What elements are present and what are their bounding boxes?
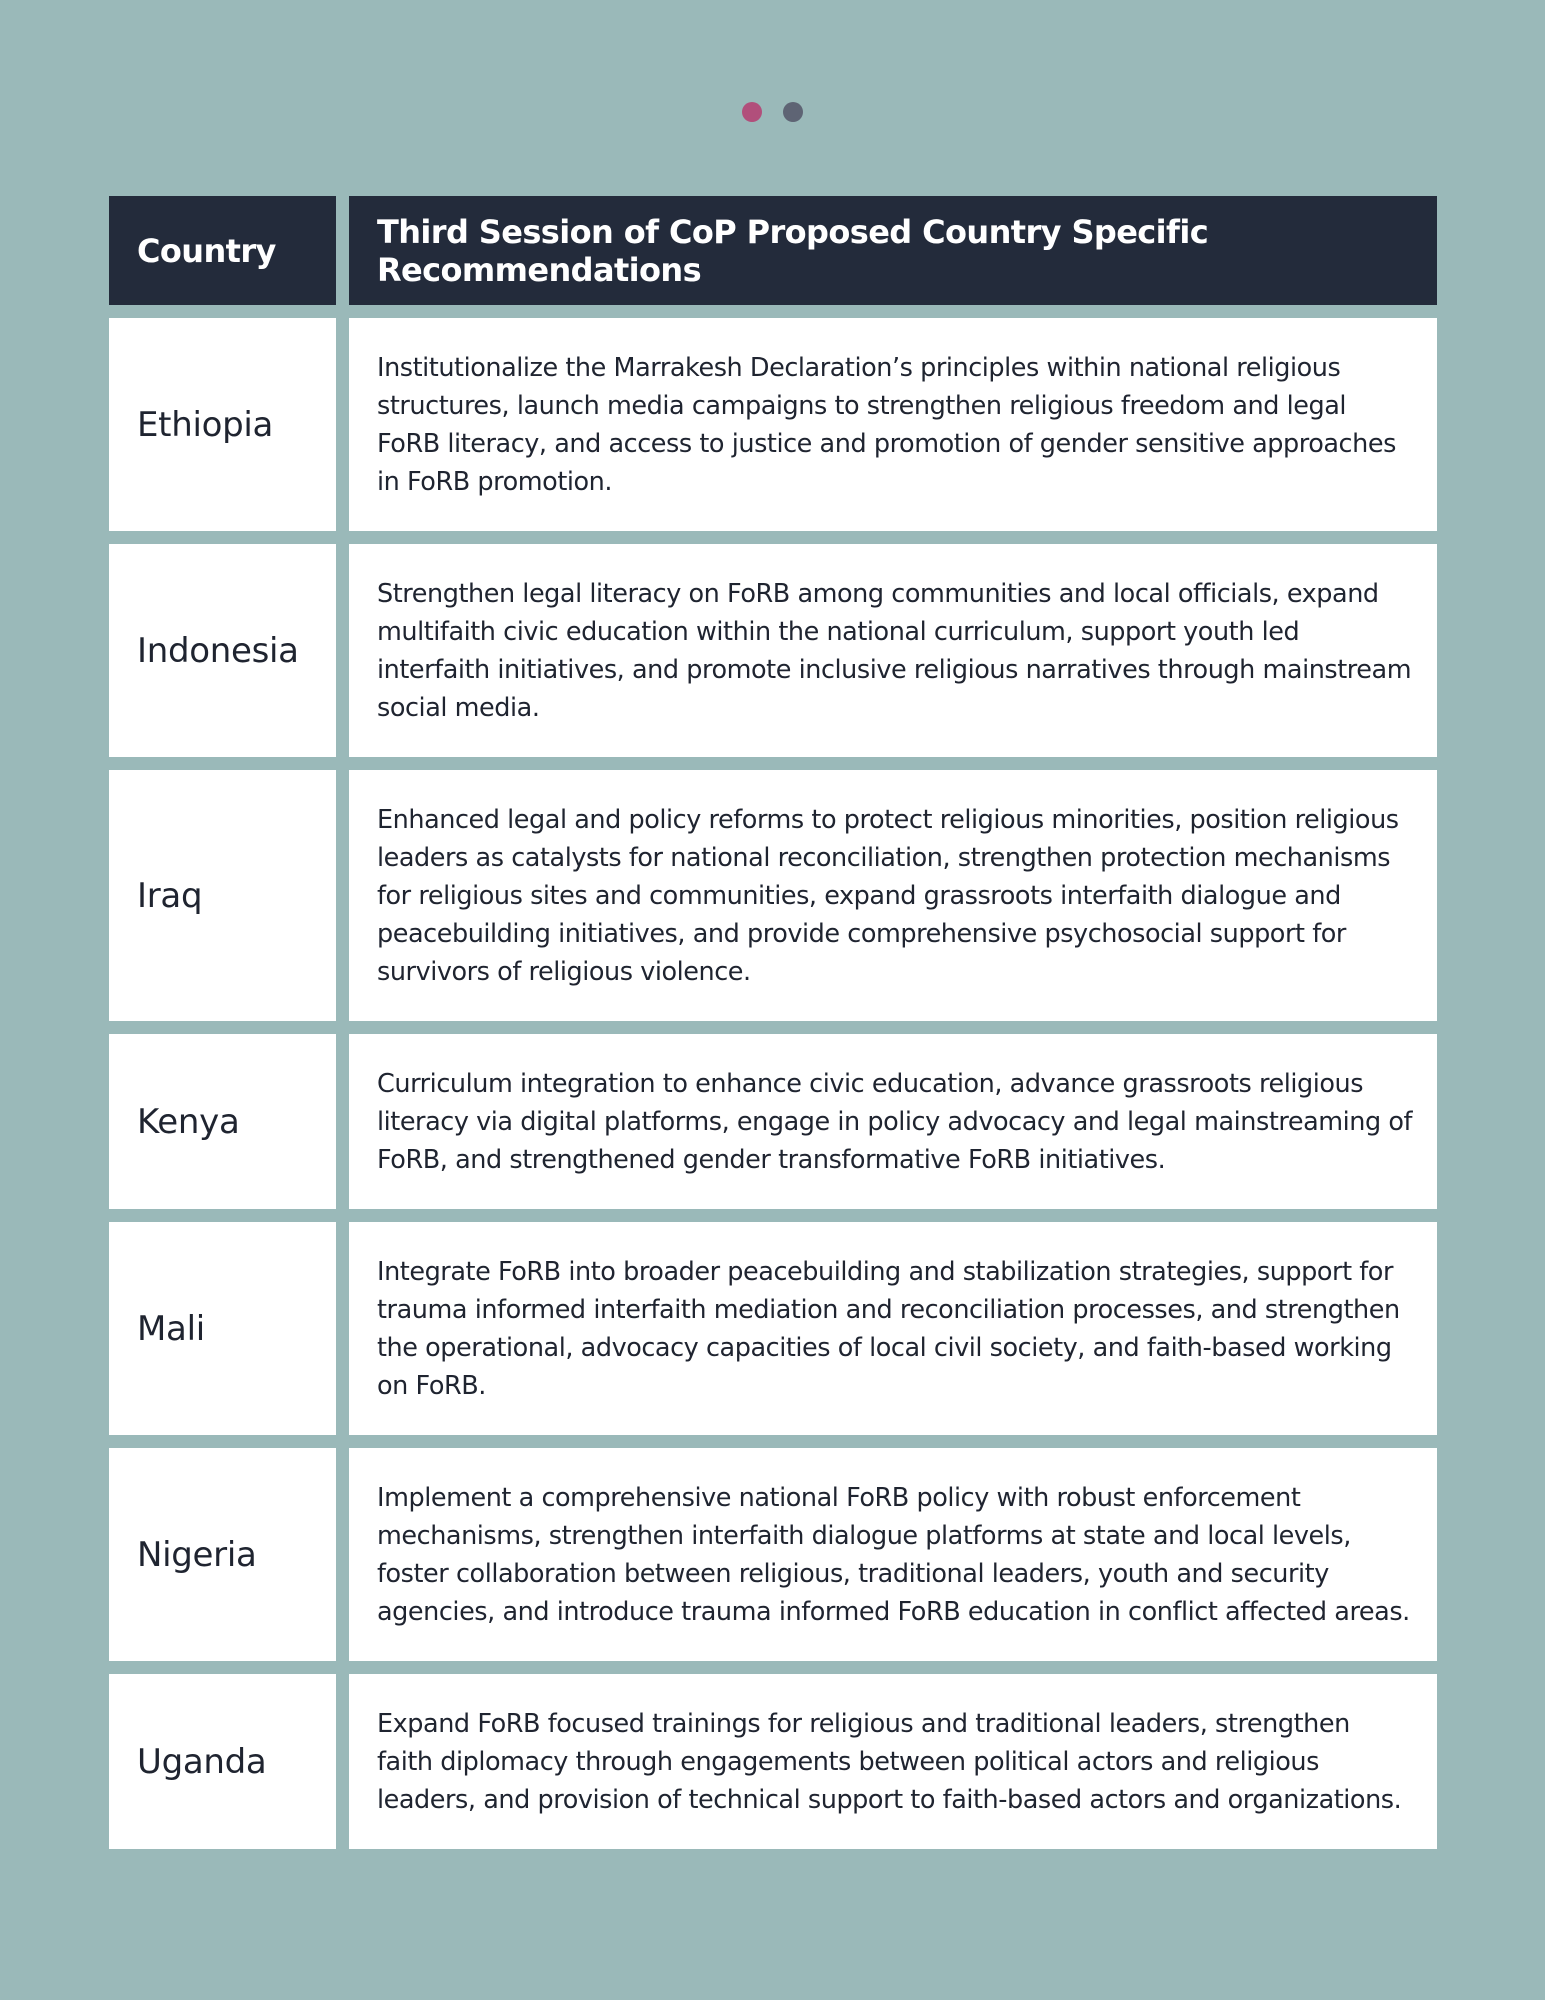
page-dot-active[interactable] xyxy=(742,102,762,122)
recommendation-cell: Strengthen legal literacy on FoRB among communities and local officials, expand multifaith civic education within the national curriculum, support youth led interfaith initiatives, and promote inclusive religious narratives through mainstream social media. xyxy=(349,544,1437,757)
recommendation-cell: Expand FoRB focused trainings for religious and traditional leaders, strengthen faith diplomacy through engagements between political actors and religious leaders, and provision of technical support to faith-based actors and organizations. xyxy=(349,1674,1437,1849)
header-country: Country xyxy=(109,196,336,305)
country-cell: Ethiopia xyxy=(109,318,336,531)
header-recommendations: Third Session of CoP Proposed Country Specific Recommendations xyxy=(349,196,1437,305)
country-cell: Kenya xyxy=(109,1034,336,1209)
country-cell: Nigeria xyxy=(109,1448,336,1661)
recommendation-cell: Implement a comprehensive national FoRB policy with robust enforcement mechanisms, strengthen interfaith dialogue platforms at state and local levels, foster collaboration between religious, traditional leaders, youth and security agencies, and introduce trauma informed FoRB education in conflict affected areas. xyxy=(349,1448,1437,1661)
country-cell: Uganda xyxy=(109,1674,336,1849)
country-cell: Mali xyxy=(109,1222,336,1435)
pagination-dots xyxy=(0,102,1545,122)
country-cell: Indonesia xyxy=(109,544,336,757)
recommendation-cell: Integrate FoRB into broader peacebuilding and stabilization strategies, support for trauma informed interfaith mediation and reconciliation processes, and strengthen the operational, advocacy capacities of local civil society, and faith-based working on FoRB. xyxy=(349,1222,1437,1435)
page-dot[interactable] xyxy=(783,102,803,122)
recommendation-cell: Institutionalize the Marrakesh Declaration’s principles within national religious structures, launch media campaigns to strengthen religious freedom and legal FoRB literacy, and access to justice and promotion of gender sensitive approaches in FoRB promotion. xyxy=(349,318,1437,531)
recommendation-cell: Curriculum integration to enhance civic education, advance grassroots religious literacy via digital platforms, engage in policy advocacy and legal mainstreaming of FoRB, and strengthened gender transformative FoRB initiatives. xyxy=(349,1034,1437,1209)
recommendations-table xyxy=(109,196,1437,1849)
recommendation-cell: Enhanced legal and policy reforms to protect religious minorities, position religious leaders as catalysts for national reconciliation, strengthen protection mechanisms for religious sites and communities, expand grassroots interfaith dialogue and peacebuilding initiatives, and provide comprehensive psychosocial support for survivors of religious violence. xyxy=(349,770,1437,1021)
country-cell: Iraq xyxy=(109,770,336,1021)
